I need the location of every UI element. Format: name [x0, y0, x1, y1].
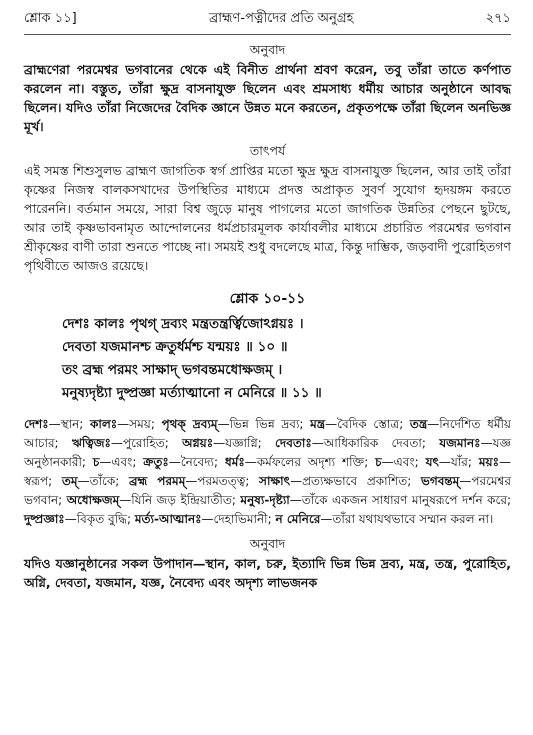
- synonym-term: ন মেনিরে: [275, 512, 321, 526]
- purport-text: এই সমস্ত শিশুসুলভ ব্রাহ্মণ জাগতিক স্বর্গ প্রাপ্তির মতো ক্ষুদ্র ক্ষুদ্র বাসনাযুক্ত ছিলেন, আর তাই তাঁরা কৃষ্ণের নিজস্ব বালকসখাদের উপস্থিতির মাধ্যমে প্রদত্ত অপ্রাকৃত সুবর্ণ সুযোগ হৃদয়ঙ্গম করতে পারেননি। বর্তমান সময়ে, সারা বিশ্ব জুড়ে মানুষ পাগলের মতো জাগতিক উন্নতির পেছনে ছুটছে, আর তাই কৃষ্ণভাবনামৃত আন্দোলনের ধর্মপ্রচারমূলক কার্যাবলীর মাধ্যমে প্রচারিত পরমেশ্বর ভগবান শ্রীকৃষ্ণের বাণী তারা শুনতে পাচ্ছে না। সময়ই শুধু বদলেছে মাত্র, কিন্তু দাম্ভিক, জড়বাদী পুরোহিতগণ পৃথিবীতে আজও রয়েছে।: [24, 163, 511, 273]
- synonym-term: ঋত্বিজঃ: [71, 436, 111, 450]
- synonym-meaning: সময়;: [129, 417, 162, 431]
- synonym-meaning: যজ্ঞাগ্নি;: [225, 436, 276, 450]
- synonym-term: সাক্ষাৎ: [259, 474, 291, 488]
- synonym-meaning: তাঁরা যথাযথভাবে সম্মান করল না।: [332, 512, 494, 526]
- translation-heading: অনুবাদ: [249, 42, 286, 57]
- synonym-term: ময়ঃ: [478, 455, 499, 469]
- synonym-meaning: এবং;: [393, 455, 426, 469]
- translation-text-2: যদিও যজ্ঞানুষ্ঠানের সকল উপাদান—স্থান, কাল, চরু, ইত্যাদি ভিন্ন ভিন্ন দ্রব্য, মন্ত্র, তন্ত্র, পুরোহিত, অগ্নি, দেবতা, যজমান, যজ্ঞ, নৈবেদ্য এবং অদৃশ্য লাভজনক: [24, 556, 511, 590]
- synonym-meaning: পরমেশ্বর ভগবান;: [24, 474, 512, 507]
- synonym-term: দুষ্প্রজ্ঞাঃ: [24, 512, 65, 526]
- synonym-term: মনুষ্য-দৃষ্ট্যা: [240, 493, 290, 507]
- synonym-term: ধর্মঃ: [224, 455, 245, 469]
- synonym-meaning: পুরোহিত;: [122, 436, 183, 450]
- word-synonyms: দেশঃ—স্থান; কালঃ—সময়; পৃথক্ দ্রব্যম্—ভিন্ন ভিন্ন দ্রব্য; মন্ত্র—বৈদিক স্তোত্র; তন্ত্র—নির্দেশিত ধর্মীয় আচার; ঋত্বিজঃ—পুরোহিত; অগ্নয়ঃ—যজ্ঞাগ্নি; দেবতাঃ—আধিকারিক দেবতা; যজমানঃ—যজ্ঞ অনুষ্ঠানকারী; চ—এবং; ক্রতুঃ—নৈবেদ্য; ধর্মঃ—কর্মফলের অদৃশ্য শক্তি; চ—এবং; যৎ—যাঁর; ময়ঃ—স্বরূপ; তম্—তাঁকে; ব্রহ্ম পরমম্—পরমতত্ত্ব; সাক্ষাৎ—প্রত্যক্ষভাবে প্রকাশিত; ভগবন্তম্—পরমেশ্বর ভগবান; অধোক্ষজম্—যিনি জড় ইন্দ্রিয়াতীত; মনুষ্য-দৃষ্ট্যা—তাঁকে একজন সাধারণ মানুষরূপে দর্শন করে; দুষ্প্রজ্ঞাঃ—বিকৃত বুদ্ধি; মর্ত্য-আত্মানঃ—দেহাভিমানী; ন মেনিরে—তাঁরা যথাযথভাবে সম্মান করল না।: [24, 417, 512, 526]
- synonym-meaning: নৈবেদ্য;: [180, 455, 225, 469]
- verse-line: মনুষ্যদৃষ্ট্যা দুষ্প্রজ্ঞা মর্ত্যাত্মানো ন মেনিরে ॥ ১১ ॥: [62, 385, 322, 401]
- header-verse-ref: শ্লোক ১১]: [24, 11, 77, 26]
- synonym-meaning: স্বরূপ;: [24, 474, 62, 488]
- synonym-meaning: বিকৃত বুদ্ধি;: [76, 512, 135, 526]
- verse-heading: শ্লোক ১০-১১: [229, 291, 306, 307]
- verse-line: দেবতা যজমানশ্চ ক্রতুর্ধর্মশ্চ যন্ময়ঃ ॥ ১০ ॥: [62, 339, 288, 355]
- synonym-term: মন্ত্র: [310, 417, 326, 431]
- synonym-term: দেশঃ: [24, 417, 49, 431]
- synonym-meaning: দেহাভিমানী;: [213, 512, 276, 526]
- translation-heading-2: অনুবাদ: [249, 536, 286, 551]
- synonym-meaning: কর্মফলের অদৃশ্য শক্তি;: [256, 455, 376, 469]
- header-divider: [24, 34, 511, 35]
- synonym-meaning: তাঁকে;: [89, 474, 129, 488]
- synonym-meaning: নির্দেশিত ধর্মীয় আচার;: [24, 417, 511, 450]
- synonym-meaning: বৈদিক স্তোত্র;: [337, 417, 410, 431]
- synonym-meaning: পরমতত্ত্ব;: [197, 474, 260, 488]
- synonym-term: ব্রহ্ম পরমম্: [128, 474, 186, 488]
- synonym-meaning: যজ্ঞ অনুষ্ঠানকারী;: [24, 436, 511, 469]
- verse-line: দেশঃ কালঃ পৃথগ্ দ্রব্যং মন্ত্রতন্ত্রর্ত্বিজোঽগ্নয়ঃ ।: [62, 316, 304, 332]
- synonym-term: অধোক্ষজম্: [66, 493, 120, 507]
- synonym-meaning: যাঁর;: [450, 455, 479, 469]
- translation-text: ব্রাহ্মণেরা পরমেশ্বর ভগবানের থেকে এই বিনীত প্রার্থনা শ্রবণ করেন, তবু তাঁরা তাতে কর্ণপাত করলেন না। বস্তুত, তাঁরা ক্ষুদ্র বাসনাযুক্ত ছিলেন এবং শ্রমসাধ্য ধর্মীয় আচার অনুষ্ঠানে আবদ্ধ ছিলেন। যদিও তাঁরা নিজেদের বৈদিক জ্ঞানে উন্নত মনে করতেন, প্রকৃতপক্ষে তাঁরা ছিলেন অনভিজ্ঞ মূর্খ।: [24, 62, 511, 134]
- synonym-meaning: আধিকারিক দেবতা;: [323, 436, 440, 450]
- page-number: ২৭১: [485, 11, 511, 26]
- synonym-meaning: যিনি জড় ইন্দ্রিয়াতীত;: [131, 493, 241, 507]
- synonym-term: ক্রতুঃ: [143, 455, 169, 469]
- synonym-term: চ: [375, 455, 382, 469]
- synonym-term: তন্ত্র: [409, 417, 428, 431]
- synonym-term: মর্ত্য-আত্মানঃ: [134, 512, 202, 526]
- synonym-term: ভগবন্তম্: [420, 474, 460, 488]
- synonym-term: যজমানঃ: [439, 436, 481, 450]
- synonym-term: চ: [92, 455, 100, 469]
- synonym-meaning: ভিন্ন ভিন্ন দ্রব্য;: [229, 417, 311, 431]
- synonym-term: তম্: [61, 474, 78, 488]
- purport-heading: তাৎপর্য: [249, 143, 286, 158]
- synonym-meaning: এবং;: [111, 455, 144, 469]
- synonym-term: কালঃ: [89, 417, 118, 431]
- synonym-term: যৎ: [425, 455, 439, 469]
- running-header: [24, 10, 511, 32]
- synonym-meaning: স্থান;: [60, 417, 90, 431]
- sanskrit-verse: [24, 313, 511, 405]
- synonym-term: পৃথক্ দ্রব্যম্: [161, 417, 218, 431]
- synonym-term: দেবতাঃ: [275, 436, 312, 450]
- synonym-meaning: প্রত্যক্ষভাবে প্রকাশিত;: [302, 474, 421, 488]
- synonym-term: অগ্নয়ঃ: [182, 436, 214, 450]
- header-chapter-title: ব্রাহ্মণ-পত্নীদের প্রতি অনুগ্রহ: [208, 11, 354, 26]
- synonym-meaning: তাঁকে একজন সাধারণ মানুষরূপে দর্শন করে;: [301, 493, 511, 507]
- verse-line: তং ব্রহ্ম পরমং সাক্ষাদ্ ভগবন্তমধোক্ষজম্ ।: [62, 362, 283, 378]
